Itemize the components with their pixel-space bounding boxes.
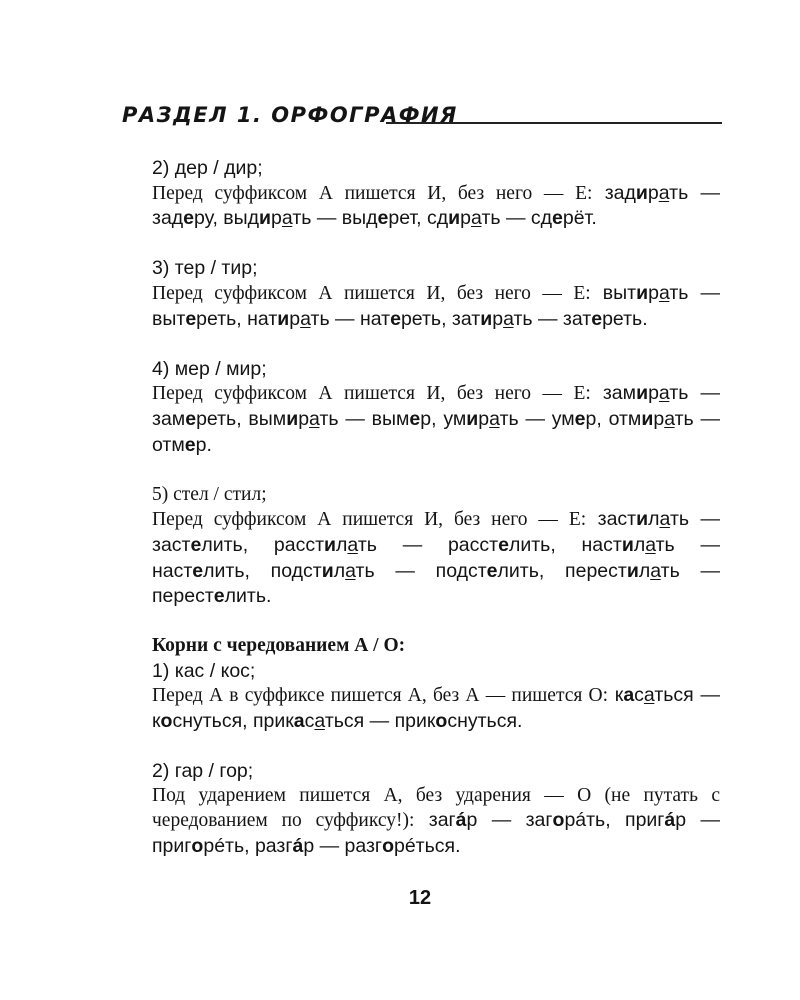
section-title: РАЗДЕЛ 1. ОРФОГРАФИЯ [122,103,458,127]
rule-heading: 4) мер / мир; [152,357,267,380]
rule-heading: 2) дер / дир; [152,157,263,179]
header-rule [386,122,722,124]
page-content [152,156,720,884]
rule-text: Перед А в суффиксе пишется А, без А — пишется О: касаться — коснуться, прикасаться — прикоснуться. [152,684,720,733]
rule-section [152,357,720,458]
rule-section [152,634,720,734]
rule-heading: 3) тер / тир; [152,257,258,280]
section-header [122,103,722,133]
rule-text: Под ударением пишется А, без ударения — О (не путать с чередованием по суффиксу!): загáр — загорáть, пригáр — пригорéть, разгáр — разгорéться. [152,784,720,858]
rule-text: Перед суффиксом А пишется И, без него — Е: замирать — замереть, вымирать — вымер, умирать — умер, отмирать — отмер. [152,382,721,456]
rule-text: Перед суффиксом А пишется И, без него — Е: застилать — застелить, расстилать — расстелить, настилать — настелить, подстилать — подстелить, перестилать — перестелить. [152,508,720,608]
rule-section [152,156,720,232]
rule-section [152,256,720,332]
rule-heading: 5) стел / стил; [152,483,267,505]
rule-text: Перед суффиксом А пишется И, без него — Е: вытирать — вытереть, натирать — натереть, затирать — затереть. [152,281,720,330]
page-number: 12 [408,887,432,909]
rule-heading: 2) гар / гор; [152,760,254,783]
rule-section [152,483,720,610]
rule-heading: 1) кас / кос; [152,659,256,682]
rule-section [152,759,720,859]
rule-text: Перед суффиксом А пишется И, без него — Е: задирать — задеру, выдирать — выдерет, сдирать — сдерёт. [152,181,720,230]
group-title: Корни с чередованием А / О: [152,635,406,657]
